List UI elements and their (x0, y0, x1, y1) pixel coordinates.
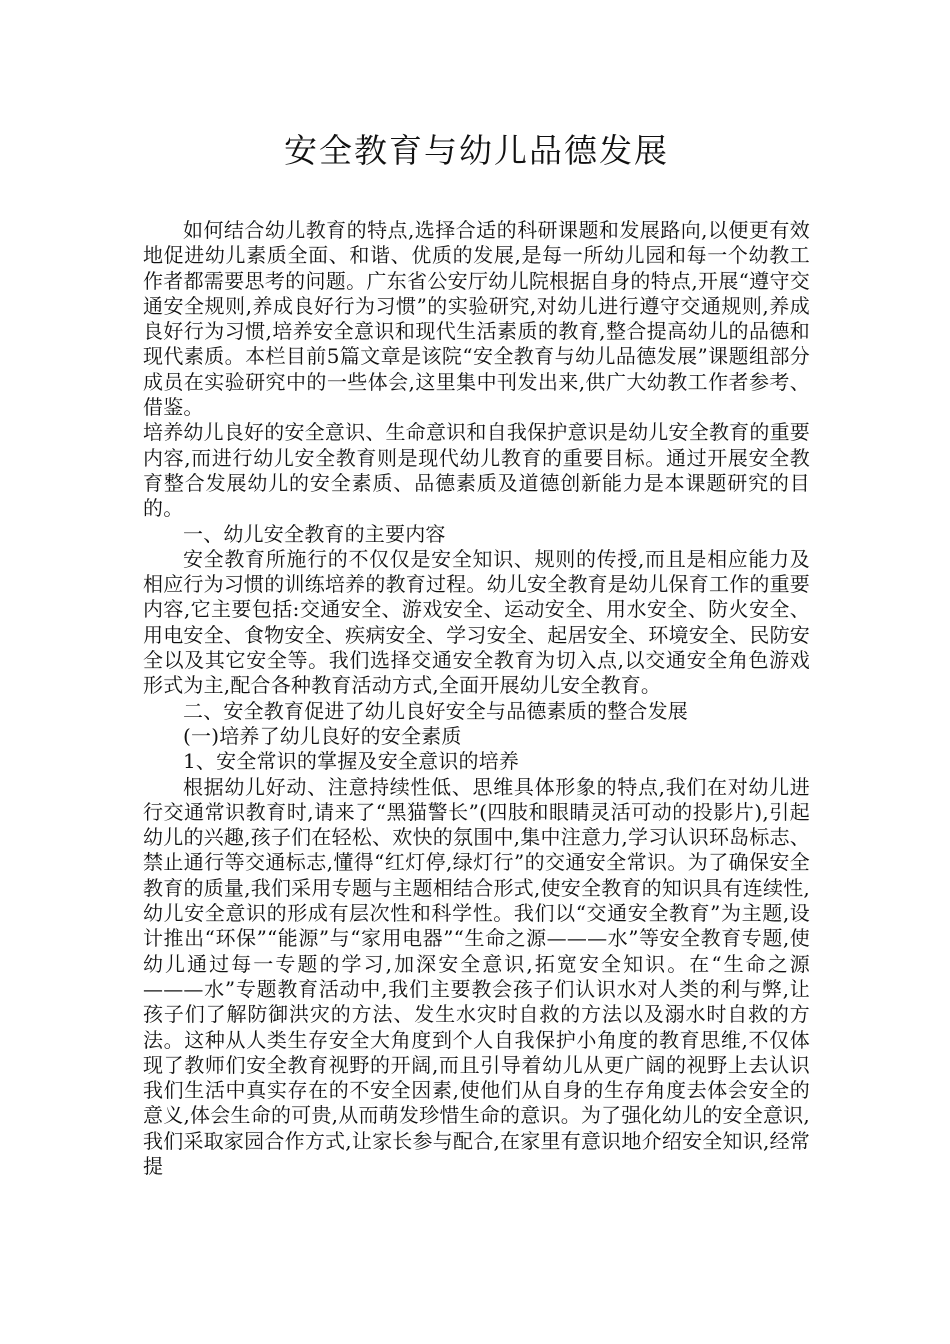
subsubsection-heading-1: 1、安全常识的掌握及安全意识的培养 (183, 749, 520, 774)
body-paragraph: 根据幼儿好动、注意持续性低、思维具体形象的特点,我们在对幼儿进行交通常识教育时,请来了“黑猫警长”(四肢和眼睛灵活可动的投影片),引起幼儿的兴趣,孩子们在轻松、欢快的氛围中,集中注意力,学习认识环岛标志、禁止通行等交通标志,懂得“红灯停,绿灯行”的交通安全常识。为了确保安全教育的质量,我们采用专题与主题相结合形式,使安全教育的知识具有连续性,幼儿安全意识的形成有层次性和科学性。我们以“交通安全教育”为主题,设计推出“环保”“能源”与“家用电器”“生命之源———水”等安全教育专题,使幼儿通过每一专题的学习,加深安全意识,拓宽安全知识。在“生命之源———水”专题教育活动中,我们主要教会孩子们认识水对人类的利与弊,让孩子们了解防御洪灾的方法、发生水灾时自救的方法以及溺水时自救的方法。这种从人类生存安全大角度到个人自我保护小角度的教育思维,不仅体现了教师们安全教育视野的开阔,而且引导着幼儿从更广阔的视野上去认识我们生活中真实存在的不安全因素,使他们从自身的生存角度去体会安全的意义,体会生命的可贵,从而萌发珍惜生命的意识。为了强化幼儿的安全意识,我们采取家园合作方式,让家长参与配合,在家里有意识地介绍安全知识,经常提 (143, 774, 810, 1178)
subsection-heading-1: (一)培养了幼儿良好的安全素质 (183, 723, 462, 748)
section-heading-1: 一、幼儿安全教育的主要内容 (183, 521, 446, 546)
document-title: 安全教育与幼儿品德发展 (284, 131, 669, 170)
body-paragraph: 安全教育所施行的不仅仅是安全知识、规则的传授,而且是相应能力及相应行为习惯的训练培养的教育过程。幼儿安全教育是幼儿保育工作的重要内容,它主要包括:交通安全、游戏安全、运动安全、用水安全、防火安全、用电安全、食物安全、疾病安全、学习安全、起居安全、环境安全、民防安全以及其它安全等。我们选择交通安全教育为切入点,以交通安全角色游戏形式为主,配合各种教育活动方式,全面开展幼儿安全教育。 (143, 546, 810, 698)
intro-paragraph: 如何结合幼儿教育的特点,选择合适的科研课题和发展路向,以便更有效地促进幼儿素质全面、和谐、优质的发展,是每一所幼儿园和每一个幼教工作者都需要思考的问题。广东省公安厅幼儿院根据自身的特点,开展“遵守交通安全规则,养成良好行为习惯”的实验研究,对幼儿进行遵守交通规则,养成良好行为习惯,培养安全意识和现代生活素质的教育,整合提高幼儿的品德和现代素质。本栏目前5篇文章是该院“安全教育与幼儿品德发展”课题组部分成员在实验研究中的一些体会,这里集中刊发出来,供广大幼教工作者参考、借鉴。 (143, 218, 810, 420)
document-body (143, 218, 810, 1179)
section-heading-2: 二、安全教育促进了幼儿良好安全与品德素质的整合发展 (183, 698, 688, 723)
body-paragraph: 培养幼儿良好的安全意识、生命意识和自我保护意识是幼儿安全教育的重要内容,而进行幼儿安全教育则是现代幼儿教育的重要目标。通过开展安全教育整合发展幼儿的安全素质、品德素质及道德创新能力是本课题研究的目的。 (143, 420, 810, 521)
